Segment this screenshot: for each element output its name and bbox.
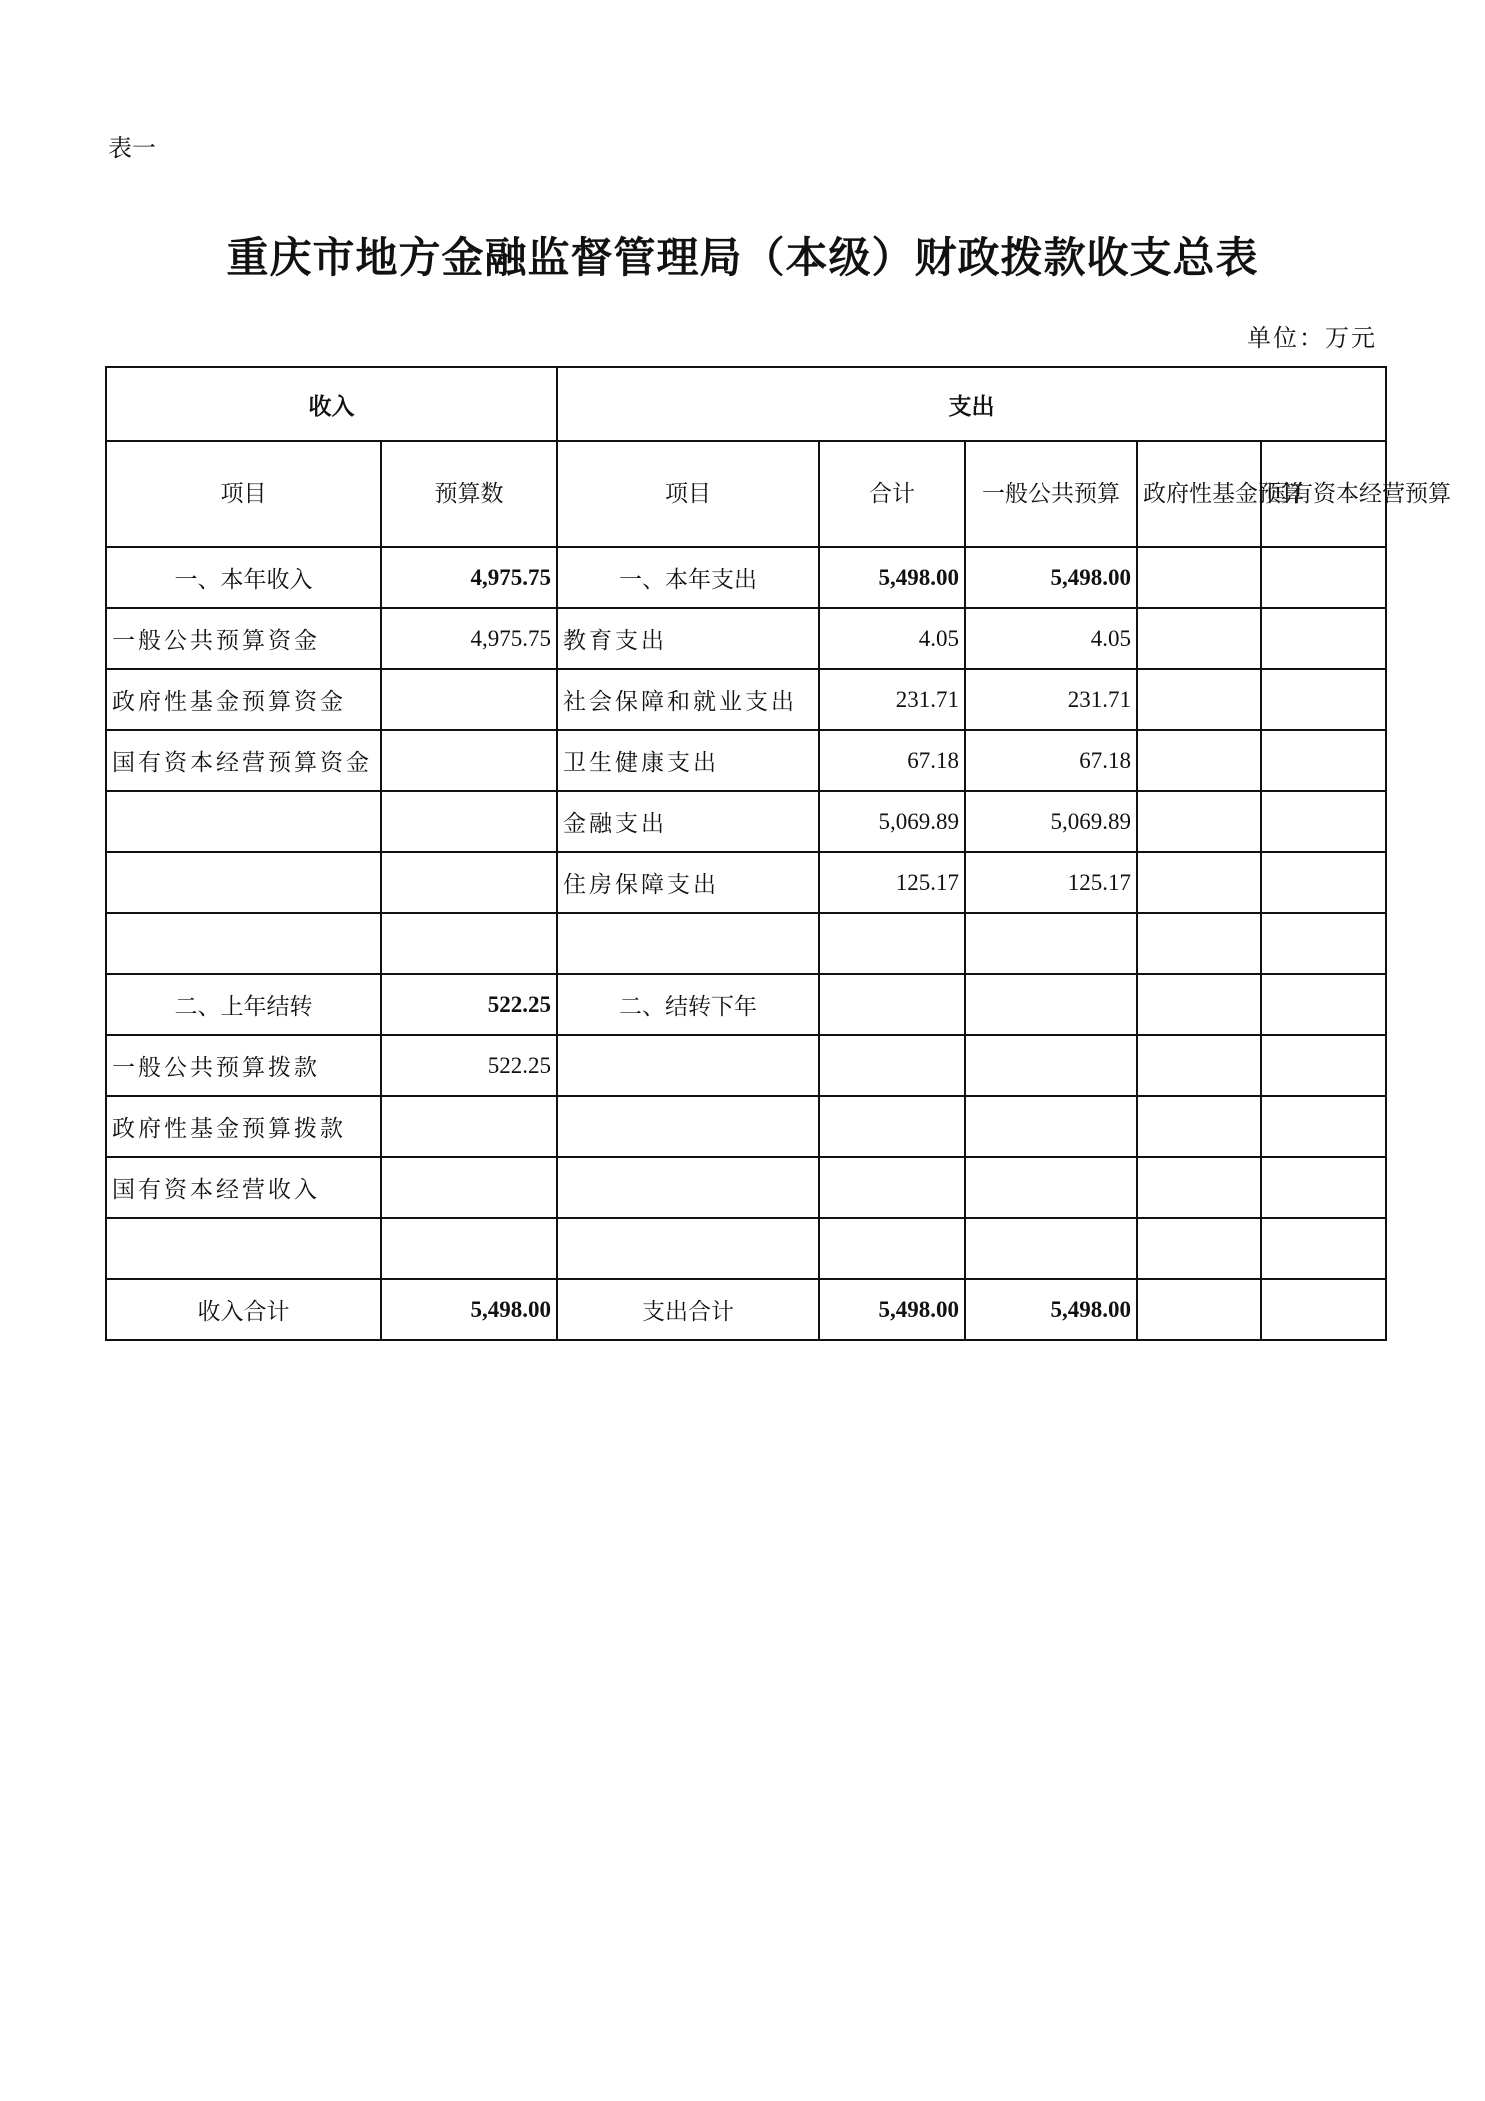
expense-item-cell: 一、本年支出: [557, 547, 819, 608]
general-budget-cell: 5,069.89: [965, 791, 1137, 852]
general-budget-cell: 125.17: [965, 852, 1137, 913]
col-header-capital-budget: 国有资本经营预算: [1261, 441, 1386, 547]
expense-total-cell: 5,498.00: [819, 547, 965, 608]
income-item-cell: [106, 791, 381, 852]
expense-item-cell: [557, 1218, 819, 1279]
expense-total-cell: [819, 913, 965, 974]
income-item-cell: 国有资本经营预算资金: [106, 730, 381, 791]
capital-budget-cell: [1261, 608, 1386, 669]
income-amount-cell: [381, 730, 557, 791]
income-amount-cell: [381, 791, 557, 852]
capital-budget-cell: [1261, 547, 1386, 608]
capital-budget-cell: [1261, 1096, 1386, 1157]
income-section-header: 收入: [106, 367, 557, 441]
capital-budget-cell: [1261, 730, 1386, 791]
income-amount-cell: [381, 1218, 557, 1279]
table-row: [106, 913, 1386, 974]
expense-item-cell: 社会保障和就业支出: [557, 669, 819, 730]
table-row: [106, 852, 1386, 913]
capital-budget-cell: [1261, 669, 1386, 730]
expense-item-cell: 二、结转下年: [557, 974, 819, 1035]
expense-total-cell: 67.18: [819, 730, 965, 791]
fund-budget-cell: [1137, 1218, 1261, 1279]
expense-total-cell: [819, 1157, 965, 1218]
fund-budget-cell: [1137, 669, 1261, 730]
table-row: [106, 1035, 1386, 1096]
expense-item-cell: [557, 1096, 819, 1157]
expense-total-cell: [819, 1096, 965, 1157]
expense-item-cell: [557, 913, 819, 974]
expense-item-cell: 支出合计: [557, 1279, 819, 1340]
capital-budget-cell: [1261, 1157, 1386, 1218]
income-amount-cell: [381, 669, 557, 730]
table-row: [106, 974, 1386, 1035]
general-budget-cell: [965, 1157, 1137, 1218]
general-budget-cell: [965, 974, 1137, 1035]
income-amount-cell: [381, 852, 557, 913]
col-header-fund-budget: 政府性基金预算: [1137, 441, 1261, 547]
fund-budget-cell: [1137, 1035, 1261, 1096]
column-header-row: [106, 441, 1386, 547]
unit-label: 单位：万元: [1247, 324, 1377, 352]
expense-total-cell: [819, 1218, 965, 1279]
income-item-cell: 收入合计: [106, 1279, 381, 1340]
general-budget-cell: 4.05: [965, 608, 1137, 669]
col-header-income-item: 项目: [106, 441, 381, 547]
expense-item-cell: 住房保障支出: [557, 852, 819, 913]
expense-item-cell: 教育支出: [557, 608, 819, 669]
expense-total-cell: 4.05: [819, 608, 965, 669]
table-label: 表一: [108, 134, 156, 162]
capital-budget-cell: [1261, 1218, 1386, 1279]
expense-item-cell: [557, 1157, 819, 1218]
general-budget-cell: 5,498.00: [965, 1279, 1137, 1340]
expense-total-cell: 5,498.00: [819, 1279, 965, 1340]
income-amount-cell: 522.25: [381, 974, 557, 1035]
expense-item-cell: 金融支出: [557, 791, 819, 852]
income-amount-cell: [381, 913, 557, 974]
fund-budget-cell: [1137, 1279, 1261, 1340]
expense-item-cell: [557, 1035, 819, 1096]
income-item-cell: 国有资本经营收入: [106, 1157, 381, 1218]
income-item-cell: 政府性基金预算拨款: [106, 1096, 381, 1157]
page-title: 重庆市地方金融监督管理局（本级）财政拨款收支总表: [226, 233, 1259, 282]
fund-budget-cell: [1137, 791, 1261, 852]
expense-total-cell: [819, 974, 965, 1035]
capital-budget-cell: [1261, 791, 1386, 852]
general-budget-cell: [965, 1035, 1137, 1096]
fund-budget-cell: [1137, 974, 1261, 1035]
income-amount-cell: 522.25: [381, 1035, 557, 1096]
expense-total-cell: 125.17: [819, 852, 965, 913]
income-amount-cell: 5,498.00: [381, 1279, 557, 1340]
income-amount-cell: 4,975.75: [381, 608, 557, 669]
col-header-income-budget: 预算数: [381, 441, 557, 547]
table-row: [106, 608, 1386, 669]
income-amount-cell: [381, 1096, 557, 1157]
table-row: [106, 1096, 1386, 1157]
general-budget-cell: [965, 913, 1137, 974]
income-item-cell: [106, 1218, 381, 1279]
income-item-cell: 一、本年收入: [106, 547, 381, 608]
income-item-cell: 二、上年结转: [106, 974, 381, 1035]
expense-total-cell: [819, 1035, 965, 1096]
general-budget-cell: 5,498.00: [965, 547, 1137, 608]
table-row: [106, 1218, 1386, 1279]
col-header-total: 合计: [819, 441, 965, 547]
fund-budget-cell: [1137, 608, 1261, 669]
table-row: [106, 791, 1386, 852]
table-row: [106, 1157, 1386, 1218]
section-header-row: [106, 367, 1386, 441]
fund-budget-cell: [1137, 730, 1261, 791]
fund-budget-cell: [1137, 852, 1261, 913]
fund-budget-cell: [1137, 1096, 1261, 1157]
table-row: [106, 1279, 1386, 1340]
expense-total-cell: 231.71: [819, 669, 965, 730]
col-header-expense-item: 项目: [557, 441, 819, 547]
general-budget-cell: 67.18: [965, 730, 1137, 791]
general-budget-cell: [965, 1218, 1137, 1279]
col-header-general-budget: 一般公共预算: [965, 441, 1137, 547]
expense-section-header: 支出: [557, 367, 1386, 441]
table-row: [106, 730, 1386, 791]
income-item-cell: 政府性基金预算资金: [106, 669, 381, 730]
table-row: [106, 669, 1386, 730]
expense-item-cell: 卫生健康支出: [557, 730, 819, 791]
income-item-cell: [106, 852, 381, 913]
income-amount-cell: [381, 1157, 557, 1218]
capital-budget-cell: [1261, 913, 1386, 974]
table-row: [106, 547, 1386, 608]
general-budget-cell: [965, 1096, 1137, 1157]
general-budget-cell: 231.71: [965, 669, 1137, 730]
capital-budget-cell: [1261, 974, 1386, 1035]
capital-budget-cell: [1261, 852, 1386, 913]
income-amount-cell: 4,975.75: [381, 547, 557, 608]
capital-budget-cell: [1261, 1035, 1386, 1096]
fund-budget-cell: [1137, 913, 1261, 974]
expense-total-cell: 5,069.89: [819, 791, 965, 852]
budget-table: [105, 366, 1451, 1341]
fund-budget-cell: [1137, 547, 1261, 608]
income-item-cell: [106, 913, 381, 974]
fund-budget-cell: [1137, 1157, 1261, 1218]
income-item-cell: 一般公共预算拨款: [106, 1035, 381, 1096]
capital-budget-cell: [1261, 1279, 1386, 1340]
income-item-cell: 一般公共预算资金: [106, 608, 381, 669]
